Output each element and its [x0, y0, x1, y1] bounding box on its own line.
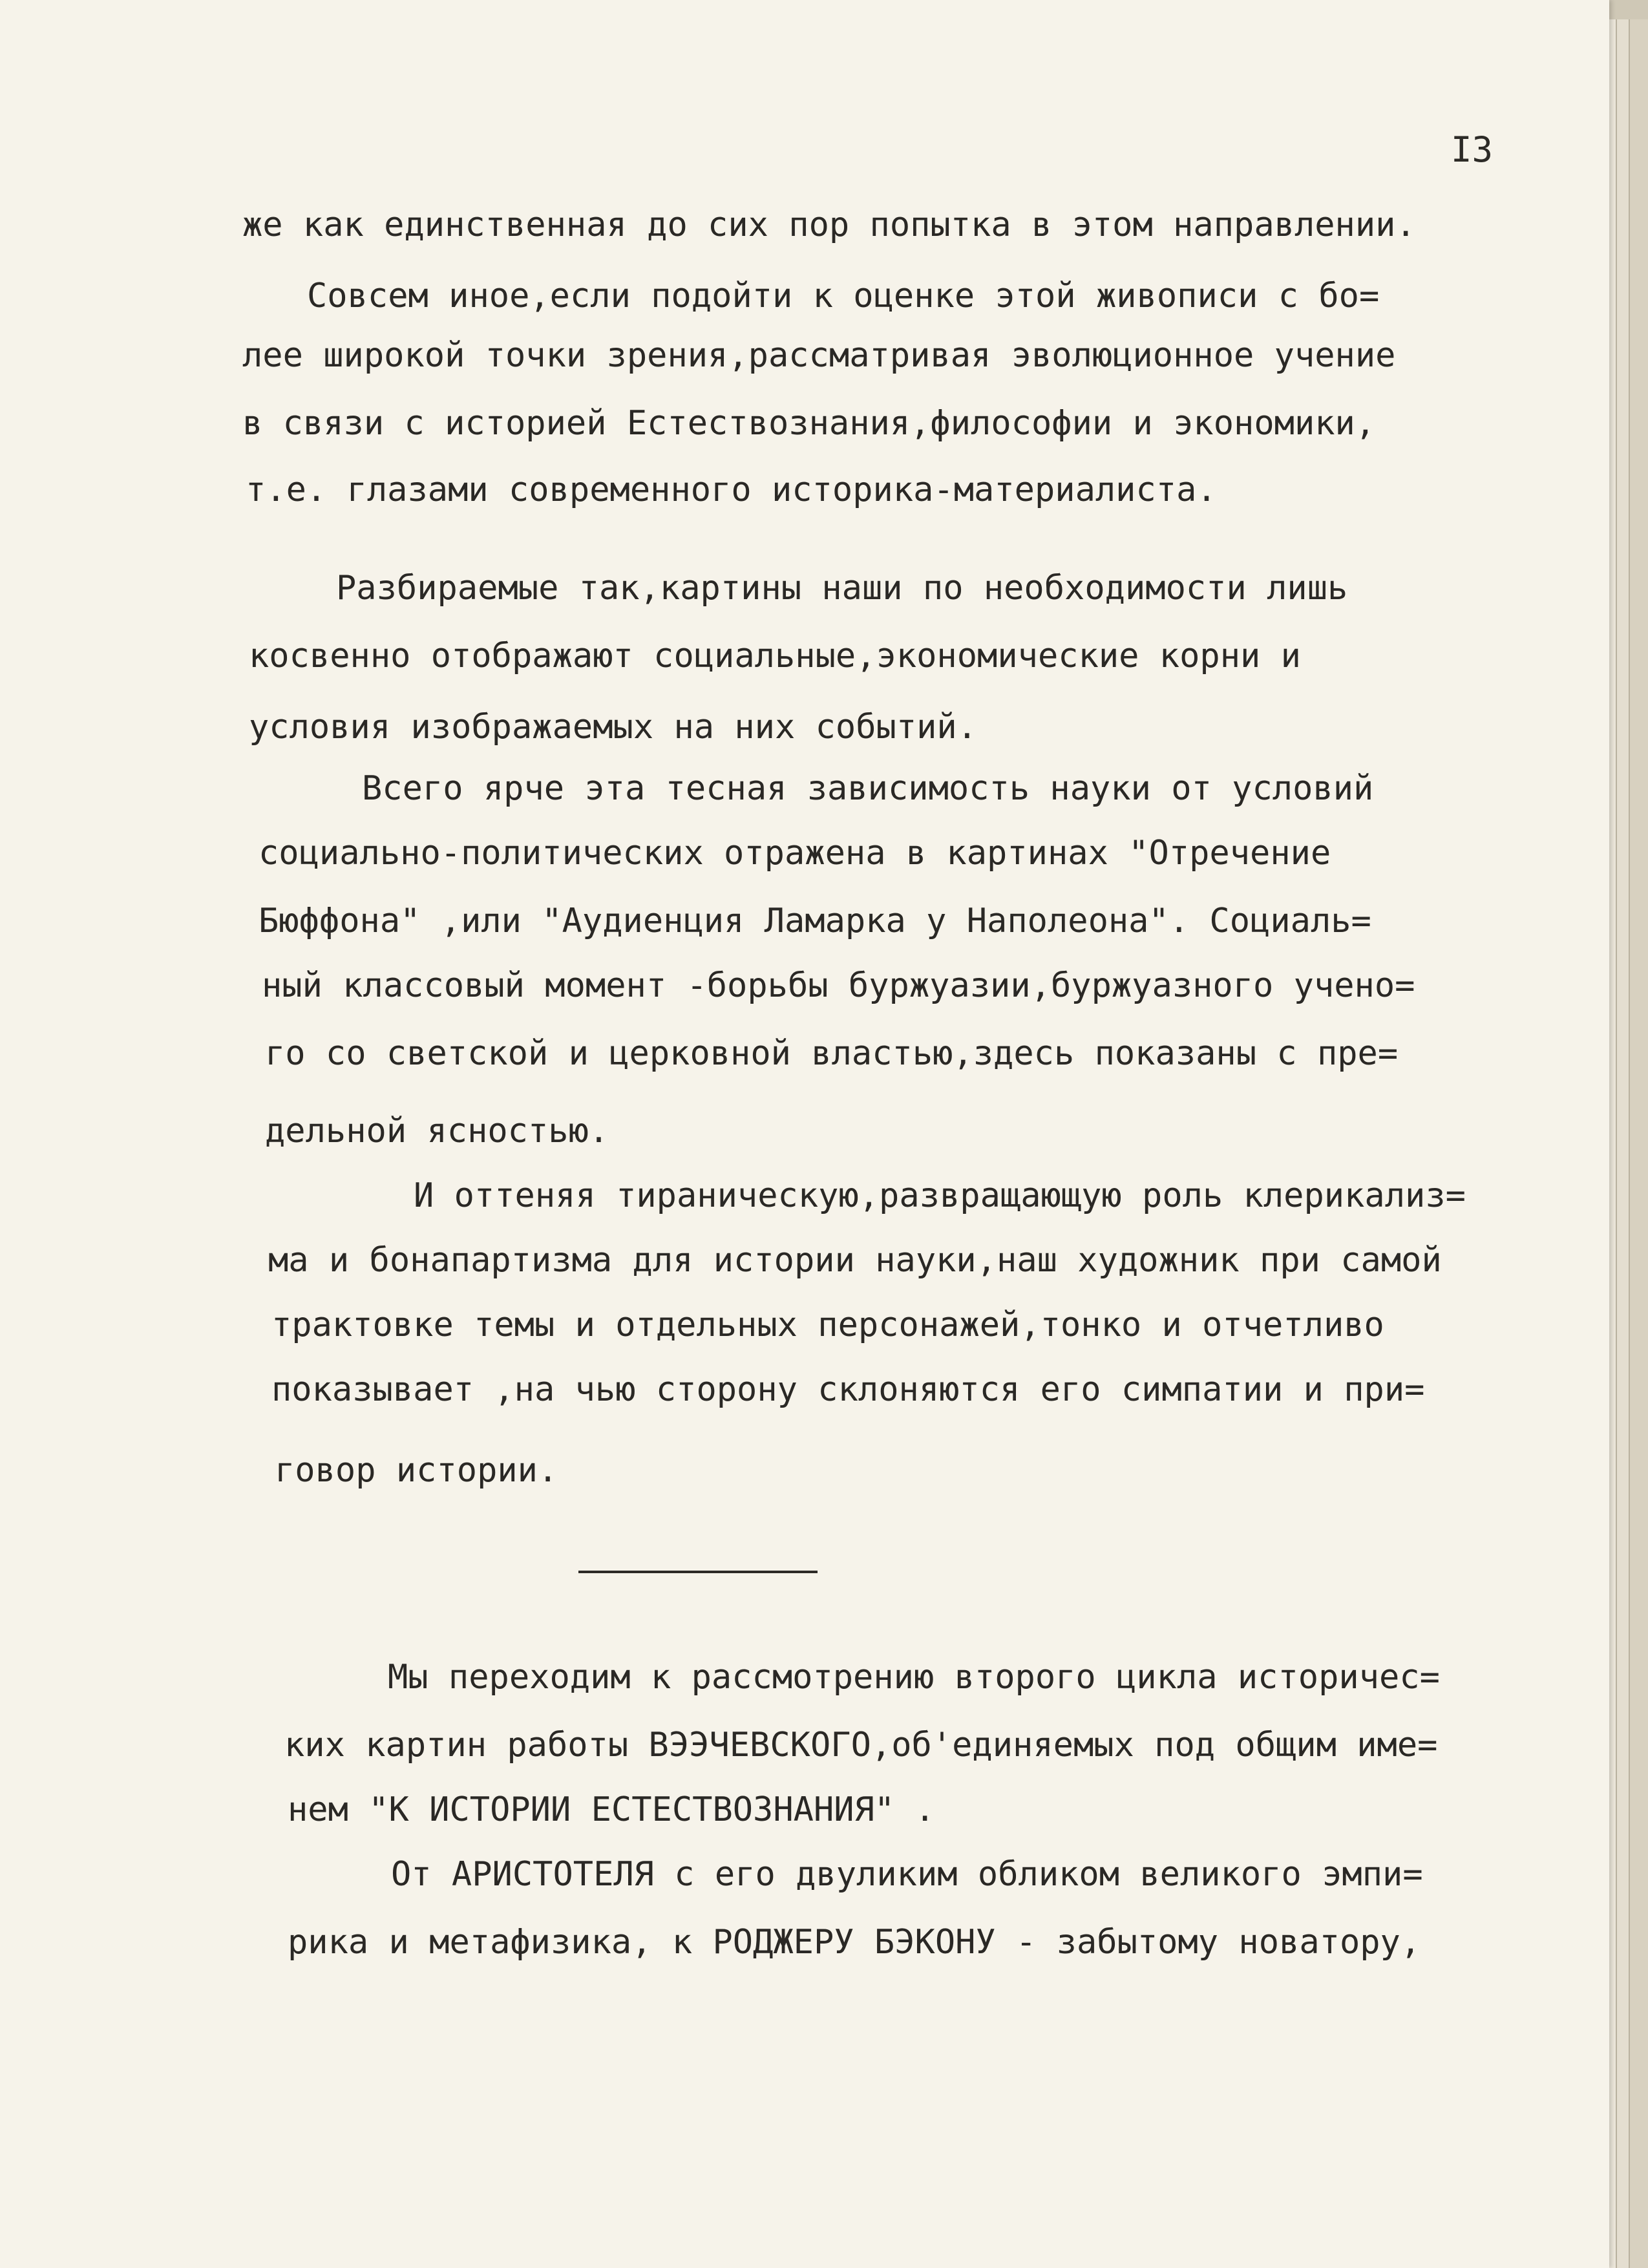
text-line: рика и метафизика, к РОДЖЕРУ БЭКОНУ - забытому новатору, — [288, 1923, 1421, 1962]
text-line: же как единственная до сих пор попытка в этом направлении. — [242, 206, 1416, 244]
text-line: Совсем иное,если подойти к оценке этой живописи с бо= — [307, 277, 1380, 315]
text-line: го со светской и церковной властью,здесь показаны с пре= — [265, 1034, 1399, 1073]
text-line: показывает ,на чью сторону склоняются его симпатии и при= — [271, 1370, 1425, 1409]
text-line: социально-политических отражена в картинах "Отречение — [259, 834, 1331, 873]
text-line: дельной ясностью. — [265, 1112, 609, 1150]
text-line: т.е. глазами современного историка-материалиста. — [246, 471, 1217, 509]
text-line: Бюффона" ,или "Аудиенция Ламарка у Наполеона". Социаль= — [259, 902, 1371, 940]
text-line: Мы переходим к рассмотрению второго цикла историчес= — [388, 1658, 1440, 1697]
text-line: говор истории. — [275, 1451, 558, 1490]
text-line: ный классовый момент -борьбы буржуазии,буржуазного учено= — [262, 966, 1415, 1005]
text-line: ких картин работы ВЭЭЧЕВСКОГО,об'единяемых под общим име= — [284, 1726, 1438, 1765]
text-line: нем "К ИСТОРИИ ЕСТЕСТВОЗНАНИЯ" . — [288, 1790, 935, 1829]
section-divider — [578, 1571, 818, 1573]
text-line: И оттеняя тираническую,развращающую роль клерикализ= — [414, 1176, 1466, 1215]
text-line: ма и бонапартизма для истории науки,наш художник при самой — [268, 1241, 1442, 1280]
text-line: в связи с историей Естествознания,философии и экономики, — [242, 404, 1376, 443]
text-line: Разбираемые так,картины наши по необходимости лишь — [336, 569, 1348, 608]
page-number: I3 — [1451, 129, 1494, 170]
paper-stack-edge — [1629, 19, 1648, 2268]
text-line: Всего ярче эта тесная зависимость науки от условий — [362, 769, 1374, 808]
text-line: косвенно отображают социальные,экономические корни и — [249, 637, 1301, 675]
text-line: трактовке темы и отдельных персонажей,тонко и отчетливо — [271, 1306, 1384, 1344]
text-line: условия изображаемых на них событий. — [249, 708, 978, 747]
text-line: лее широкой точки зрения,рассматривая эволюционное учение — [242, 336, 1396, 375]
text-line: От АРИСТОТЕЛЯ с его двуликим обликом великого эмпи= — [391, 1855, 1423, 1894]
